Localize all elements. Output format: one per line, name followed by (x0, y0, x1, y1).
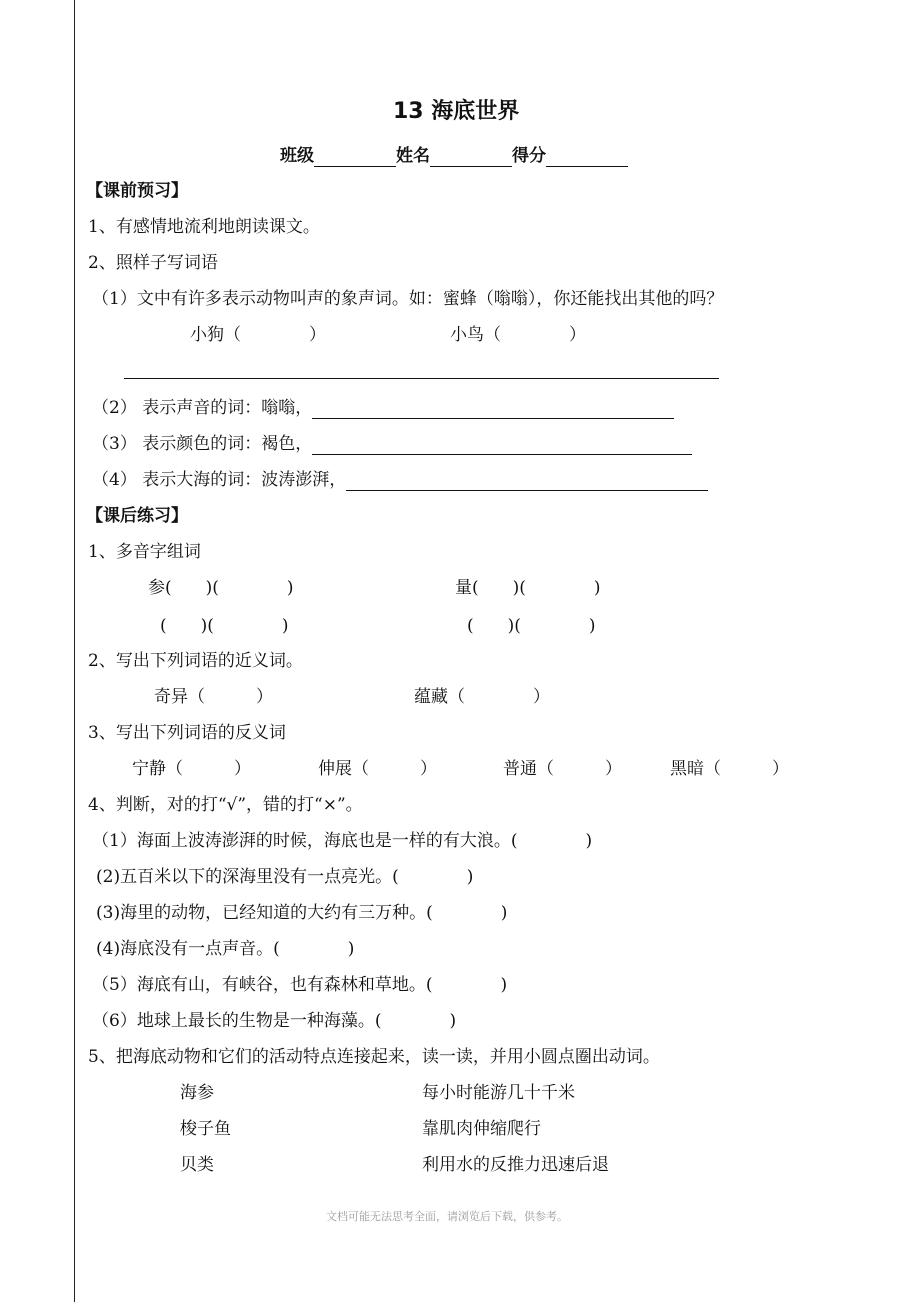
judge-item-6: （6）地球上最长的生物是一种海藻。( ) (92, 1011, 457, 1031)
judge-item-1: （1）海面上波涛澎湃的时候，海底也是一样的有大浪。( ) (92, 831, 593, 851)
sea-words-blank[interactable] (346, 472, 708, 491)
score-label: 得分 (512, 146, 546, 166)
feature-item: 靠肌肉伸缩爬行 (422, 1119, 541, 1139)
pre-heading: 【课前预习】 (86, 181, 188, 201)
liang-item-2: ( )( ) (467, 616, 596, 636)
name-blank[interactable] (430, 148, 512, 167)
color-words-blank[interactable] (312, 436, 692, 455)
heian-item: 黑暗（ ） (670, 759, 789, 779)
class-label: 班级 (280, 146, 314, 166)
post-q3: 3、写出下列词语的反义词 (88, 723, 286, 743)
pre-q1: 1、有感情地流利地朗读课文。 (88, 217, 320, 237)
animal-item: 梭子鱼 (180, 1119, 231, 1139)
name-label: 姓名 (396, 146, 430, 166)
animal-item: 海参 (180, 1083, 214, 1103)
yuncang-item: 蕴藏（ ） (414, 687, 550, 707)
ningjing-item: 宁静（ ） (132, 759, 251, 779)
can-item-1: 参( )( ) (148, 578, 294, 598)
liang-item-1: 量( )( ) (455, 578, 601, 598)
post-q5: 5、把海底动物和它们的活动特点连接起来，读一读，并用小圆点圈出动词。 (88, 1047, 660, 1067)
margin-line (74, 0, 75, 1302)
header-info (280, 145, 628, 167)
pre-q2-2: （2） 表示声音的词：嗡嗡， (92, 397, 674, 419)
animal-item: 贝类 (180, 1155, 214, 1175)
judge-item-2: (2)五百米以下的深海里没有一点亮光。( ) (96, 867, 474, 887)
pre-q2-4: （4） 表示大海的词：波涛澎湃， (92, 469, 708, 491)
pre-q2-1: （1）文中有许多表示动物叫声的象声词。如：蜜蜂（嗡嗡），你还能找出其他的吗？ (92, 289, 724, 309)
post-heading: 【课后练习】 (86, 506, 188, 526)
page-title: 13 海底世界 (393, 99, 520, 124)
score-blank[interactable] (546, 148, 628, 167)
judge-item-5: （5）海底有山，有峡谷，也有森林和草地。( ) (92, 975, 508, 995)
post-q2: 2、写出下列词语的近义词。 (88, 651, 303, 671)
sound-words-blank[interactable] (312, 400, 674, 419)
bird-item: 小鸟（ ） (450, 325, 586, 345)
pre-q2: 2、照样子写词语 (88, 253, 218, 273)
putong-item: 普通（ ） (503, 759, 622, 779)
qiyi-item: 奇异（ ） (154, 687, 273, 707)
answer-line[interactable] (124, 378, 719, 379)
judge-item-4: (4)海底没有一点声音。( ) (96, 939, 355, 959)
post-q4: 4、判断，对的打“√”，错的打“×”。 (88, 795, 363, 815)
can-item-2: ( )( ) (160, 616, 289, 636)
feature-item: 利用水的反推力迅速后退 (422, 1155, 609, 1175)
pre-q2-3: （3） 表示颜色的词：褐色， (92, 433, 692, 455)
judge-item-3: (3)海里的动物，已经知道的大约有三万种。( ) (96, 903, 508, 923)
dog-item: 小狗（ ） (190, 325, 326, 345)
class-blank[interactable] (314, 148, 396, 167)
footer-note: 文档可能无法思考全面，请浏览后下载，供参考。 (326, 1210, 568, 1223)
feature-item: 每小时能游几十千米 (422, 1083, 575, 1103)
shenzhan-item: 伸展（ ） (318, 759, 437, 779)
post-q1: 1、多音字组词 (88, 542, 201, 562)
